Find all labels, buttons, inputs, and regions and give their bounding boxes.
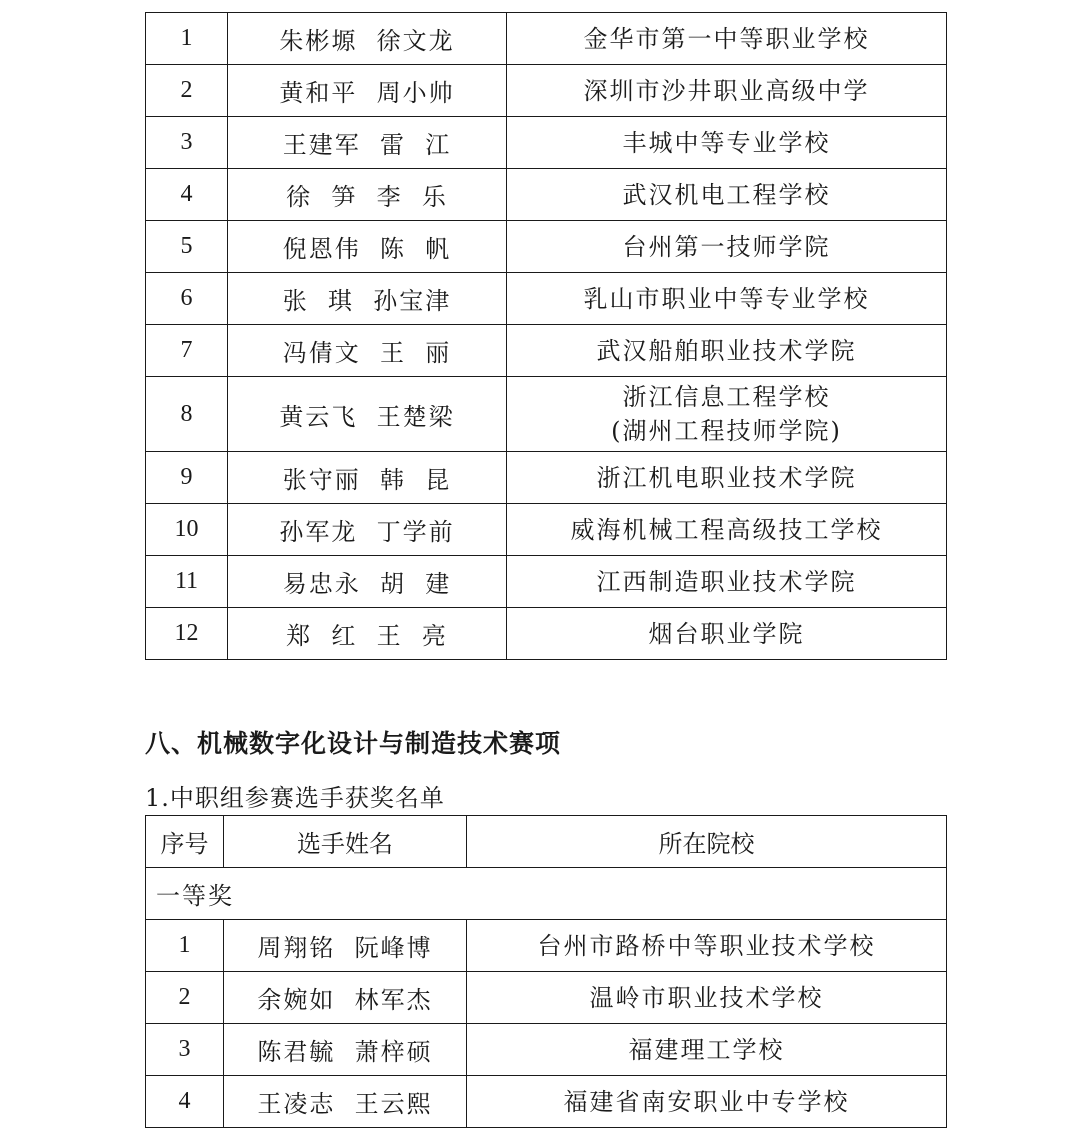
school-line: (湖州工程技师学院) [611, 417, 842, 445]
names-text: 周翔铭 阮峰博 [257, 934, 433, 962]
row-number: 3 [146, 117, 228, 169]
school-line: 烟台职业学院 [648, 619, 805, 648]
school-name [507, 65, 947, 117]
row-number: 12 [146, 608, 228, 660]
row-number: 7 [146, 325, 228, 377]
names-text: 倪恩伟 陈 帆 [282, 235, 452, 263]
school-line: 金华市第一中等职业学校 [583, 24, 870, 53]
contestant-names [224, 1076, 467, 1128]
school-name [507, 221, 947, 273]
sub-heading: 1.中职组参赛选手获奖名单 [145, 784, 445, 812]
names-text: 王凌志 王云熙 [257, 1090, 433, 1118]
row-number: 5 [146, 221, 228, 273]
names-text: 陈君毓 萧梓硕 [257, 1038, 433, 1066]
section-heading: 八、机械数字化设计与制造技术赛项 [145, 729, 562, 758]
table-row [146, 1076, 947, 1128]
contestant-names [228, 273, 507, 325]
table-header-row [146, 816, 947, 868]
table-row [146, 13, 947, 65]
school-name [507, 169, 947, 221]
table-row [146, 65, 947, 117]
table-row [146, 377, 947, 452]
contestant-names [228, 65, 507, 117]
school-line: 深圳市沙井职业高级中学 [583, 76, 870, 105]
school-line: 威海机械工程高级技工学校 [570, 515, 883, 544]
school-name [507, 556, 947, 608]
table-row [146, 117, 947, 169]
table-row [146, 920, 947, 972]
names-text: 张守丽 韩 昆 [282, 466, 452, 494]
row-number: 4 [146, 169, 228, 221]
award-table-secondary-group [145, 815, 947, 1128]
school-line: 武汉机电工程学校 [622, 180, 831, 209]
school-line: 浙江机电职业技术学院 [596, 463, 857, 492]
table-row [146, 169, 947, 221]
names-text: 黄和平 周小帅 [279, 79, 455, 107]
school-name [507, 377, 947, 452]
names-text: 易忠永 胡 建 [282, 570, 452, 598]
school-name [507, 273, 947, 325]
header-no: 序号 [146, 816, 224, 868]
school-name [507, 608, 947, 660]
table-row [146, 1024, 947, 1076]
table-row [146, 556, 947, 608]
table-row [146, 608, 947, 660]
contestant-names [228, 117, 507, 169]
row-number: 4 [146, 1076, 224, 1128]
table-row [146, 504, 947, 556]
names-text: 黄云飞 王楚梁 [279, 402, 455, 431]
contestant-names [228, 608, 507, 660]
contestant-names [228, 377, 507, 452]
award-table-continued [145, 12, 947, 660]
names-text: 冯倩文 王 丽 [282, 339, 452, 367]
school-name [507, 117, 947, 169]
contestant-names [228, 325, 507, 377]
row-number: 9 [146, 452, 228, 504]
contestant-names [228, 221, 507, 273]
table-row [146, 452, 947, 504]
contestant-names [228, 169, 507, 221]
school-name [507, 504, 947, 556]
row-number: 2 [146, 65, 228, 117]
school-line: 乳山市职业中等专业学校 [583, 284, 870, 313]
row-number: 10 [146, 504, 228, 556]
school-name: 福建省南安职业中专学校 [467, 1076, 947, 1128]
header-names: 选手姓名 [224, 816, 467, 868]
names-text: 余婉如 林军杰 [257, 986, 433, 1014]
award-level-label: 一等奖 [146, 868, 947, 920]
table-row [146, 273, 947, 325]
school-name [507, 452, 947, 504]
header-school: 所在院校 [467, 816, 947, 868]
school-name: 台州市路桥中等职业技术学校 [467, 920, 947, 972]
table-row [146, 325, 947, 377]
school-line: 台州第一技师学院 [622, 232, 831, 261]
row-number: 11 [146, 556, 228, 608]
contestant-names [228, 504, 507, 556]
award-level-row [146, 868, 947, 920]
contestant-names [228, 556, 507, 608]
row-number: 1 [146, 920, 224, 972]
row-number: 6 [146, 273, 228, 325]
school-name [507, 325, 947, 377]
row-number: 2 [146, 972, 224, 1024]
names-text: 孙军龙 丁学前 [279, 518, 455, 546]
school-name: 福建理工学校 [467, 1024, 947, 1076]
table-row [146, 221, 947, 273]
table-row [146, 972, 947, 1024]
names-text: 朱彬塬 徐文龙 [279, 27, 455, 55]
row-number: 1 [146, 13, 228, 65]
school-name [507, 13, 947, 65]
contestant-names [224, 972, 467, 1024]
school-name: 温岭市职业技术学校 [467, 972, 947, 1024]
school-line: 浙江信息工程学校 [622, 383, 831, 411]
school-line: 丰城中等专业学校 [622, 128, 831, 157]
names-text: 王建军 雷 江 [282, 131, 452, 159]
school-line: 武汉船舶职业技术学院 [596, 336, 857, 365]
row-number: 3 [146, 1024, 224, 1076]
row-number: 8 [146, 377, 228, 452]
school-line: 江西制造职业技术学院 [596, 567, 857, 596]
names-text: 郑 红 王 亮 [286, 622, 448, 650]
contestant-names [228, 452, 507, 504]
contestant-names [228, 13, 507, 65]
contestant-names [224, 920, 467, 972]
names-text: 张 琪 孙宝津 [282, 287, 452, 315]
names-text: 徐 笋 李 乐 [286, 183, 448, 211]
contestant-names [224, 1024, 467, 1076]
